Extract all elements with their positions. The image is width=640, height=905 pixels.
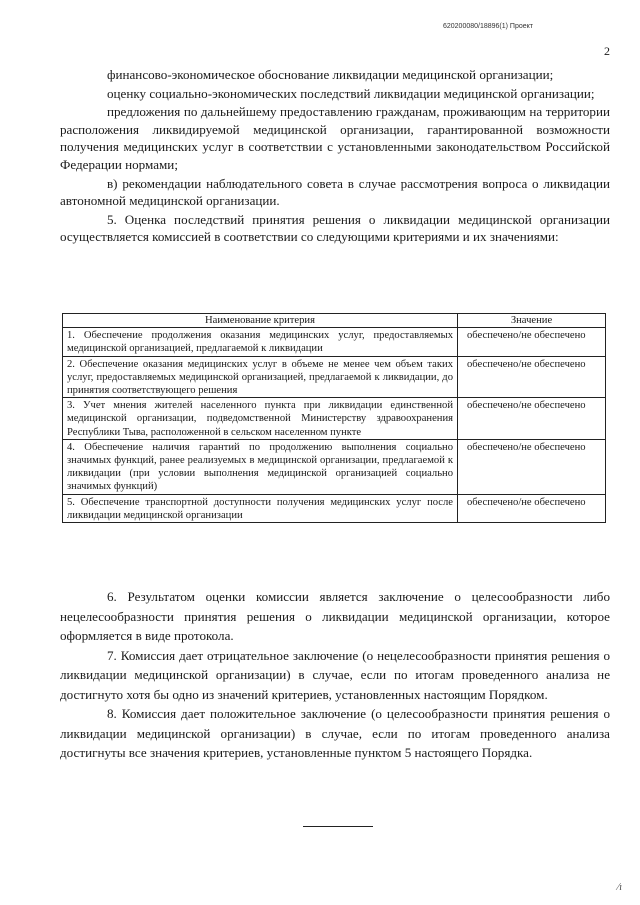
criterion-cell: 3. Учет мнения жителей населенного пункта при ликвидации единственной медицинской организации, подведомственной Министерству здравоохранения Республики Тыва, расположенной в сельском населенном пункте [63,398,458,440]
criterion-cell: 2. Обеспечение оказания медицинских услуг в объеме не менее чем объем таких услуг, предоставляемых медицинской организацией, предлагаемой к ликвидации, до принятия соответствующего решения [63,356,458,398]
paragraph: в) рекомендации наблюдательного совета в случае рассмотрения вопроса о ликвидации автономной медицинской организации. [60,175,610,209]
paragraph: оценку социально-экономических последствий ликвидации медицинской организации; [107,85,595,101]
document-body-bottom [60,587,610,763]
paragraph: 8. Комиссия дает положительное заключение (о целесообразности принятия решения о ликвидации медицинской организации) в случае, если по итогам проведенного анализа достигнуты все значения критериев, установленные пунктом 5 настоящего Порядка. [60,706,610,760]
table-row [63,328,606,356]
table-row [63,356,606,398]
column-header-criterion: Наименование критерия [63,314,458,328]
paragraph: 5. Оценка последствий принятия решения о ликвидации медицинской организации осуществляется комиссией в соответствии со следующими критериями и их значениями: [60,211,610,245]
criterion-cell: 4. Обеспечение наличия гарантий по продолжению выполнения социально значимых функций, ранее реализуемых в медицинской организации, предлагаемой к ликвидации (при условии выполнения медицинской организацией социально значимых функций) [63,439,458,494]
table-row [63,398,606,440]
value-cell: обеспечено/не обеспечено [458,398,606,440]
paragraph: 7. Комиссия дает отрицательное заключение (о нецелесообразности принятия решения о ликвидации медицинской организации) в случае, если по итогам проведенного анализа не достигнуто хотя бы одно из значений критериев, установленных настоящим Порядком. [60,647,610,702]
paragraph: предложения по дальнейшему предоставлению гражданам, проживающим на территории расположения ликвидируемой медицинской организации, гарантированной возможности получения медицинских услуг в соответствии с установленными законодательством Российской Федерации нормами; [60,104,610,172]
paragraph: 6. Результатом оценки комиссии является заключение о целесообразности либо нецелесообразности принятия решения о ликвидации медицинской организации, которое оформляется в виде протокола. [60,589,610,643]
end-rule [303,826,373,827]
value-cell: обеспечено/не обеспечено [458,328,606,356]
document-id: 620200080/18896(1) Проект [442,23,533,30]
paragraph: финансово-экономическое обоснование ликвидации медицинской организации; [107,67,554,82]
table-header-row [63,314,606,328]
value-cell: обеспечено/не обеспечено [458,494,606,522]
document-body-top [60,66,610,246]
table-row [63,494,606,522]
value-cell: обеспечено/не обеспечено [458,439,606,494]
table-row [63,439,606,494]
value-cell: обеспечено/не обеспечено [458,356,606,398]
page-number: 2 [604,44,610,58]
initials-mark: ⁄ı [617,882,622,893]
criterion-cell: 5. Обеспечение транспортной доступности получения медицинских услуг после ликвидации медицинской организации [63,494,458,522]
column-header-value: Значение [458,314,606,328]
criteria-table [62,313,606,523]
criterion-cell: 1. Обеспечение продолжения оказания медицинских услуг, предоставляемых медицинской организацией, предлагаемой к ликвидации [63,328,458,356]
